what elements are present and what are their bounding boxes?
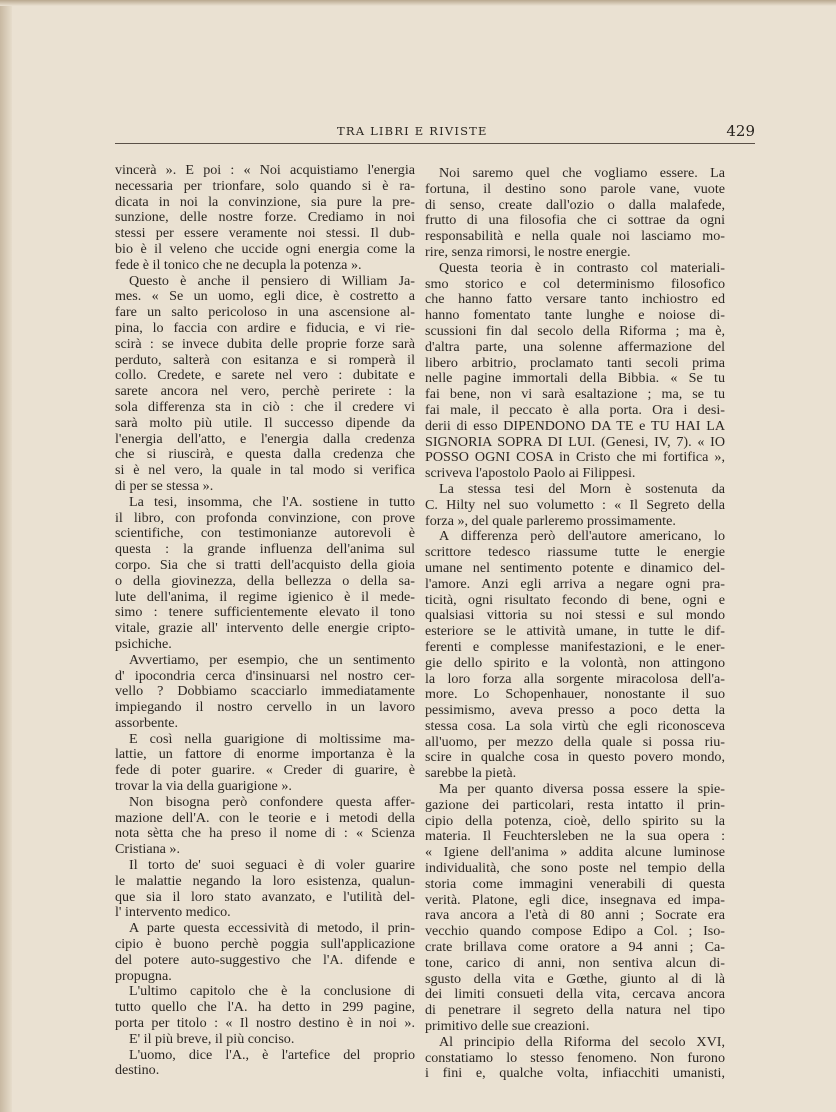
text-line: rava ancora a l'età di 80 anni ; Socrate era	[425, 908, 725, 924]
text-line: impiegando il nostro cervello in un lavoro	[115, 700, 415, 716]
text-line: Questa teoria è in contrasto col materiali-	[439, 260, 725, 276]
text-line: scire in qualche cosa in questo povero mondo,	[425, 750, 725, 766]
text-line: storia come immagini venerabili di questa	[425, 876, 725, 892]
text-line: del potere auto-suggestivo che l'A. difende e	[115, 952, 415, 968]
text-line: scussioni fin dal secolo della Riforma ; ma è,	[425, 323, 725, 339]
text-line: A parte questa eccessività di metodo, il prin-	[129, 921, 415, 937]
text-line: que sia il loro stato avanzato, e l'utilità del-	[115, 889, 415, 905]
text-line: scrittore tedesco riassume tutte le energie	[425, 545, 725, 561]
text-line: responsabilità e nella quale noi lasciamo mo-	[425, 229, 725, 245]
text-line: sarete ancora nel vero, perchè perirete : la	[115, 384, 415, 400]
text-line: E' il più breve, il più conciso.	[129, 1031, 295, 1047]
text-line: che si riuscirà, e questa dalla credenza che	[115, 447, 415, 463]
text-line: i fini e, qualche volta, infiacchiti umanisti,	[425, 1066, 725, 1082]
text-line: cipio è buono perchè poggia sull'applicazione	[115, 937, 415, 953]
text-line: di senso, create dall'ozio o dalla malafede,	[425, 197, 725, 213]
text-line: stessa cosa. La sola virtù che egli riconosceva	[425, 718, 725, 734]
text-line: le malattie negando la loro esistenza, qualun-	[115, 873, 415, 889]
text-line: lute dell'anima, il regime igienico è il mede-	[115, 589, 415, 605]
text-line: ferenti e complesse manifestazioni, e le ener-	[425, 639, 725, 655]
text-line: SIGNORIA SOPRA DI LUI. (Genesi, IV, 7). « IO	[425, 434, 725, 450]
text-line: di penetrare il segreto della natura nel tipo	[425, 1003, 725, 1019]
text-line: fortuna, il destino sono parole vane, vuote	[425, 181, 725, 197]
text-line: umane nel sentimento potente e dinamico del-	[425, 560, 725, 576]
text-line: La tesi, insomma, che l'A. sostiene in tutto	[129, 494, 415, 510]
text-line: bio è il veleno che uccide ogni energia come la	[115, 241, 415, 257]
text-line: individualità, che sono poste nel tempio della	[425, 861, 725, 877]
text-line: porta per titolo : « Il nostro destino è in noi ».	[115, 1016, 415, 1032]
text-line: dicata in noi la convinzione, sia pure la pre-	[115, 194, 415, 210]
text-line: qualsiasi vittoria su noi stessi e sul mondo	[425, 608, 725, 624]
text-line: l'energia dell'atto, e l'energia dalla credenza	[115, 431, 415, 447]
text-line: rire, senza rimorsi, le nostre energie.	[425, 244, 631, 260]
text-line: scirà : se invece dubita delle proprie forze sarà	[115, 336, 415, 352]
text-line: vello ? Dobbiamo scacciarlo immediatamente	[115, 684, 415, 700]
text-line: necessaria per trionfare, solo quando si è ra-	[115, 178, 415, 194]
text-line: simo : tenere sufficientemente elevato il tono	[115, 605, 415, 621]
text-line: lattie, un fattore di enorme importanza è la	[115, 747, 415, 763]
text-line: mes. « Se un uomo, egli dice, è costretto a	[115, 289, 415, 305]
text-line: nota sètta che ha preso il nome di : « Scienza	[115, 826, 415, 842]
text-line: constatiamo lo stesso fenomeno. Non furono	[425, 1050, 725, 1066]
text-line: fede di poter guarire. « Creder di guarire, è	[115, 763, 415, 779]
text-line: corpo. Sia che si tratti dell'acquisto della gioia	[115, 557, 415, 573]
text-line: cipio della potenza, cioè, dello spirito su la	[425, 813, 725, 829]
right-text-column	[425, 166, 725, 1082]
text-line: POSSO OGNI COSA in Cristo che mi fortifica »,	[425, 450, 725, 466]
text-line: fai male, il peccato è alla porta. Ora i desi-	[425, 402, 725, 418]
text-line: C. Hilty nel suo volumetto : « Il Segreto della	[425, 497, 725, 513]
text-line: Non bisogna però confondere questa affer-	[129, 794, 415, 810]
text-line: l' intervento medico.	[115, 905, 231, 921]
text-line: vecchio quando compose Edipo a Col. ; Iso-	[425, 924, 725, 940]
page-binding-edge	[0, 0, 12, 1112]
text-line: psichiche.	[115, 636, 172, 652]
page-top-edge	[0, 0, 836, 6]
text-line: propugna.	[115, 968, 172, 984]
text-line: d'altra parte, una solenne affermazione del	[425, 339, 725, 355]
text-line: esteriore se le attività umane, in tutte le dif-	[425, 624, 725, 640]
text-line: gie dello spirito e la volontà, non attingono	[425, 655, 725, 671]
text-line: vitale, grazie all' intervento delle energie cripto-	[115, 621, 415, 637]
text-line: assorbente.	[115, 715, 179, 731]
header-rule	[115, 143, 755, 144]
text-line: ticità, ogni risultato fecondo di bene, ogni e	[425, 592, 725, 608]
text-line: materia. Il Feuchtersleben ne la sua opera :	[425, 829, 725, 845]
text-line: Questo è anche il pensiero di William Ja-	[129, 273, 415, 289]
text-line: libero arbitrio, proclamato tanti secoli prima	[425, 355, 725, 371]
text-line: Al principio della Riforma del secolo XVI,	[439, 1034, 725, 1050]
text-line: primitivo delle sue creazioni.	[425, 1019, 590, 1035]
left-text-column	[115, 163, 415, 1079]
text-line: di per se stessa ».	[115, 478, 214, 494]
text-line: dei limiti consueti della vita, cercava ancora	[425, 987, 725, 1003]
text-line: stessi per essere veramente noi stessi. Il dub-	[115, 226, 415, 242]
text-line: verità. Platone, egli dice, insegnava ed impa-	[425, 892, 725, 908]
text-line: d' ipocondria cerca d'insinuarsi nel nostro cer-	[115, 668, 415, 684]
text-line: sunzione, delle nostre forze. Crediamo in noi	[115, 210, 415, 226]
text-line: Ma per quanto diversa possa essere la spie-	[439, 782, 725, 798]
text-line: scriveva l'apostolo Paolo ai Filippesi.	[425, 466, 636, 482]
text-line: o della giovinezza, della bellezza o della sa-	[115, 573, 415, 589]
text-line: Avvertiamo, per esempio, che un sentimento	[129, 652, 415, 668]
text-line: L'uomo, dice l'A., è l'artefice del proprio	[129, 1047, 415, 1063]
text-line: more. Lo Schopenhauer, nonostante il suo	[425, 687, 725, 703]
text-line: nelle pagine immortali della Bibbia. « Se tu	[425, 371, 725, 387]
text-line: trovar la via della guarigione ».	[115, 779, 292, 795]
text-line: che hanno fatto versare tanto inchiostro ed	[425, 292, 725, 308]
text-line: pina, lo faccia con ardire e fiducia, e vi rie-	[115, 320, 415, 336]
text-line: sgusto della vita e Gœthe, giunto al di là	[425, 971, 725, 987]
text-line: frutto di una filosofia che ci sottrae da ogni	[425, 213, 725, 229]
text-line: tutto quello che l'A. ha detto in 299 pagine,	[115, 1000, 415, 1016]
running-title: TRA LIBRI E RIVISTE	[337, 124, 488, 138]
text-line: derii di esso DIPENDONO DA TE e TU HAI LA	[425, 418, 725, 434]
text-line: L'ultimo capitolo che è la conclusione di	[129, 984, 415, 1000]
text-line: « Igiene dell'anima » addita alcune luminose	[425, 845, 725, 861]
running-head	[115, 124, 755, 144]
text-line: smo storico e col determinismo filosofico	[425, 276, 725, 292]
text-line: E così nella guarigione di moltissime ma-	[129, 731, 415, 747]
text-line: La stessa tesi del Morn è sostenuta da	[439, 481, 725, 497]
text-line: vincerà ». E poi : « Noi acquistiamo l'energia	[115, 163, 415, 178]
text-line: Noi saremo quel che vogliamo essere. La	[439, 166, 725, 181]
text-line: fare un salto pericoloso in una ascensione al-	[115, 305, 415, 321]
text-line: Il torto de' suoi seguaci è di voler guarire	[129, 858, 415, 874]
text-line: la loro forza alla sorgente miracolosa dell'a-	[425, 671, 725, 687]
text-line: sarà molto più utile. Il successo dipende da	[115, 415, 415, 431]
text-line: scientifiche, con testimonianze autorevoli è	[115, 526, 415, 542]
text-line: mazione dell'A. con le teorie e i metodi della	[115, 810, 415, 826]
text-line: pessimismo, aveva presso a poco detta la	[425, 703, 725, 719]
text-line: questa : la grande influenza dell'anima sul	[115, 542, 415, 558]
text-line: sarebbe la pietà.	[425, 766, 517, 782]
text-line: hanno fomentato tante lunghe e noiose di-	[425, 308, 725, 324]
text-line: A differenza però dell'autore americano, lo	[439, 529, 725, 545]
text-line: crate brillava come oratore a 94 anni ; Ca-	[425, 940, 725, 956]
text-line: si è nel vero, la quale in tal modo si verifica	[115, 463, 415, 479]
text-line: all'uomo, per mezzo della quale si possa riu-	[425, 734, 725, 750]
text-line: tone, carico di anni, non sentiva alcun di-	[425, 955, 725, 971]
text-line: fai bene, non vi sarà esaltazione ; ma, se tu	[425, 387, 725, 403]
text-line: il libro, con profonda convinzione, con prove	[115, 510, 415, 526]
text-line: collo. Credete, e sarete nel vero : dubitate e	[115, 368, 415, 384]
text-line: perduto, salterà con esitanza e si romperà il	[115, 352, 415, 368]
text-line: Cristiana ».	[115, 842, 180, 858]
text-line: fede è il tonico che ne decupla la potenza ».	[115, 257, 362, 273]
text-line: destino.	[115, 1063, 160, 1079]
text-line: forza », del quale parleremo prossimamente.	[425, 513, 676, 529]
text-line: gazione dei particolari, resta intatto il prin-	[425, 797, 725, 813]
text-line: sola differenza sta in ciò : che il credere vi	[115, 399, 415, 415]
page-number: 429	[726, 122, 755, 140]
text-line: l'amore. Anzi egli arriva a negare ogni pra-	[425, 576, 725, 592]
